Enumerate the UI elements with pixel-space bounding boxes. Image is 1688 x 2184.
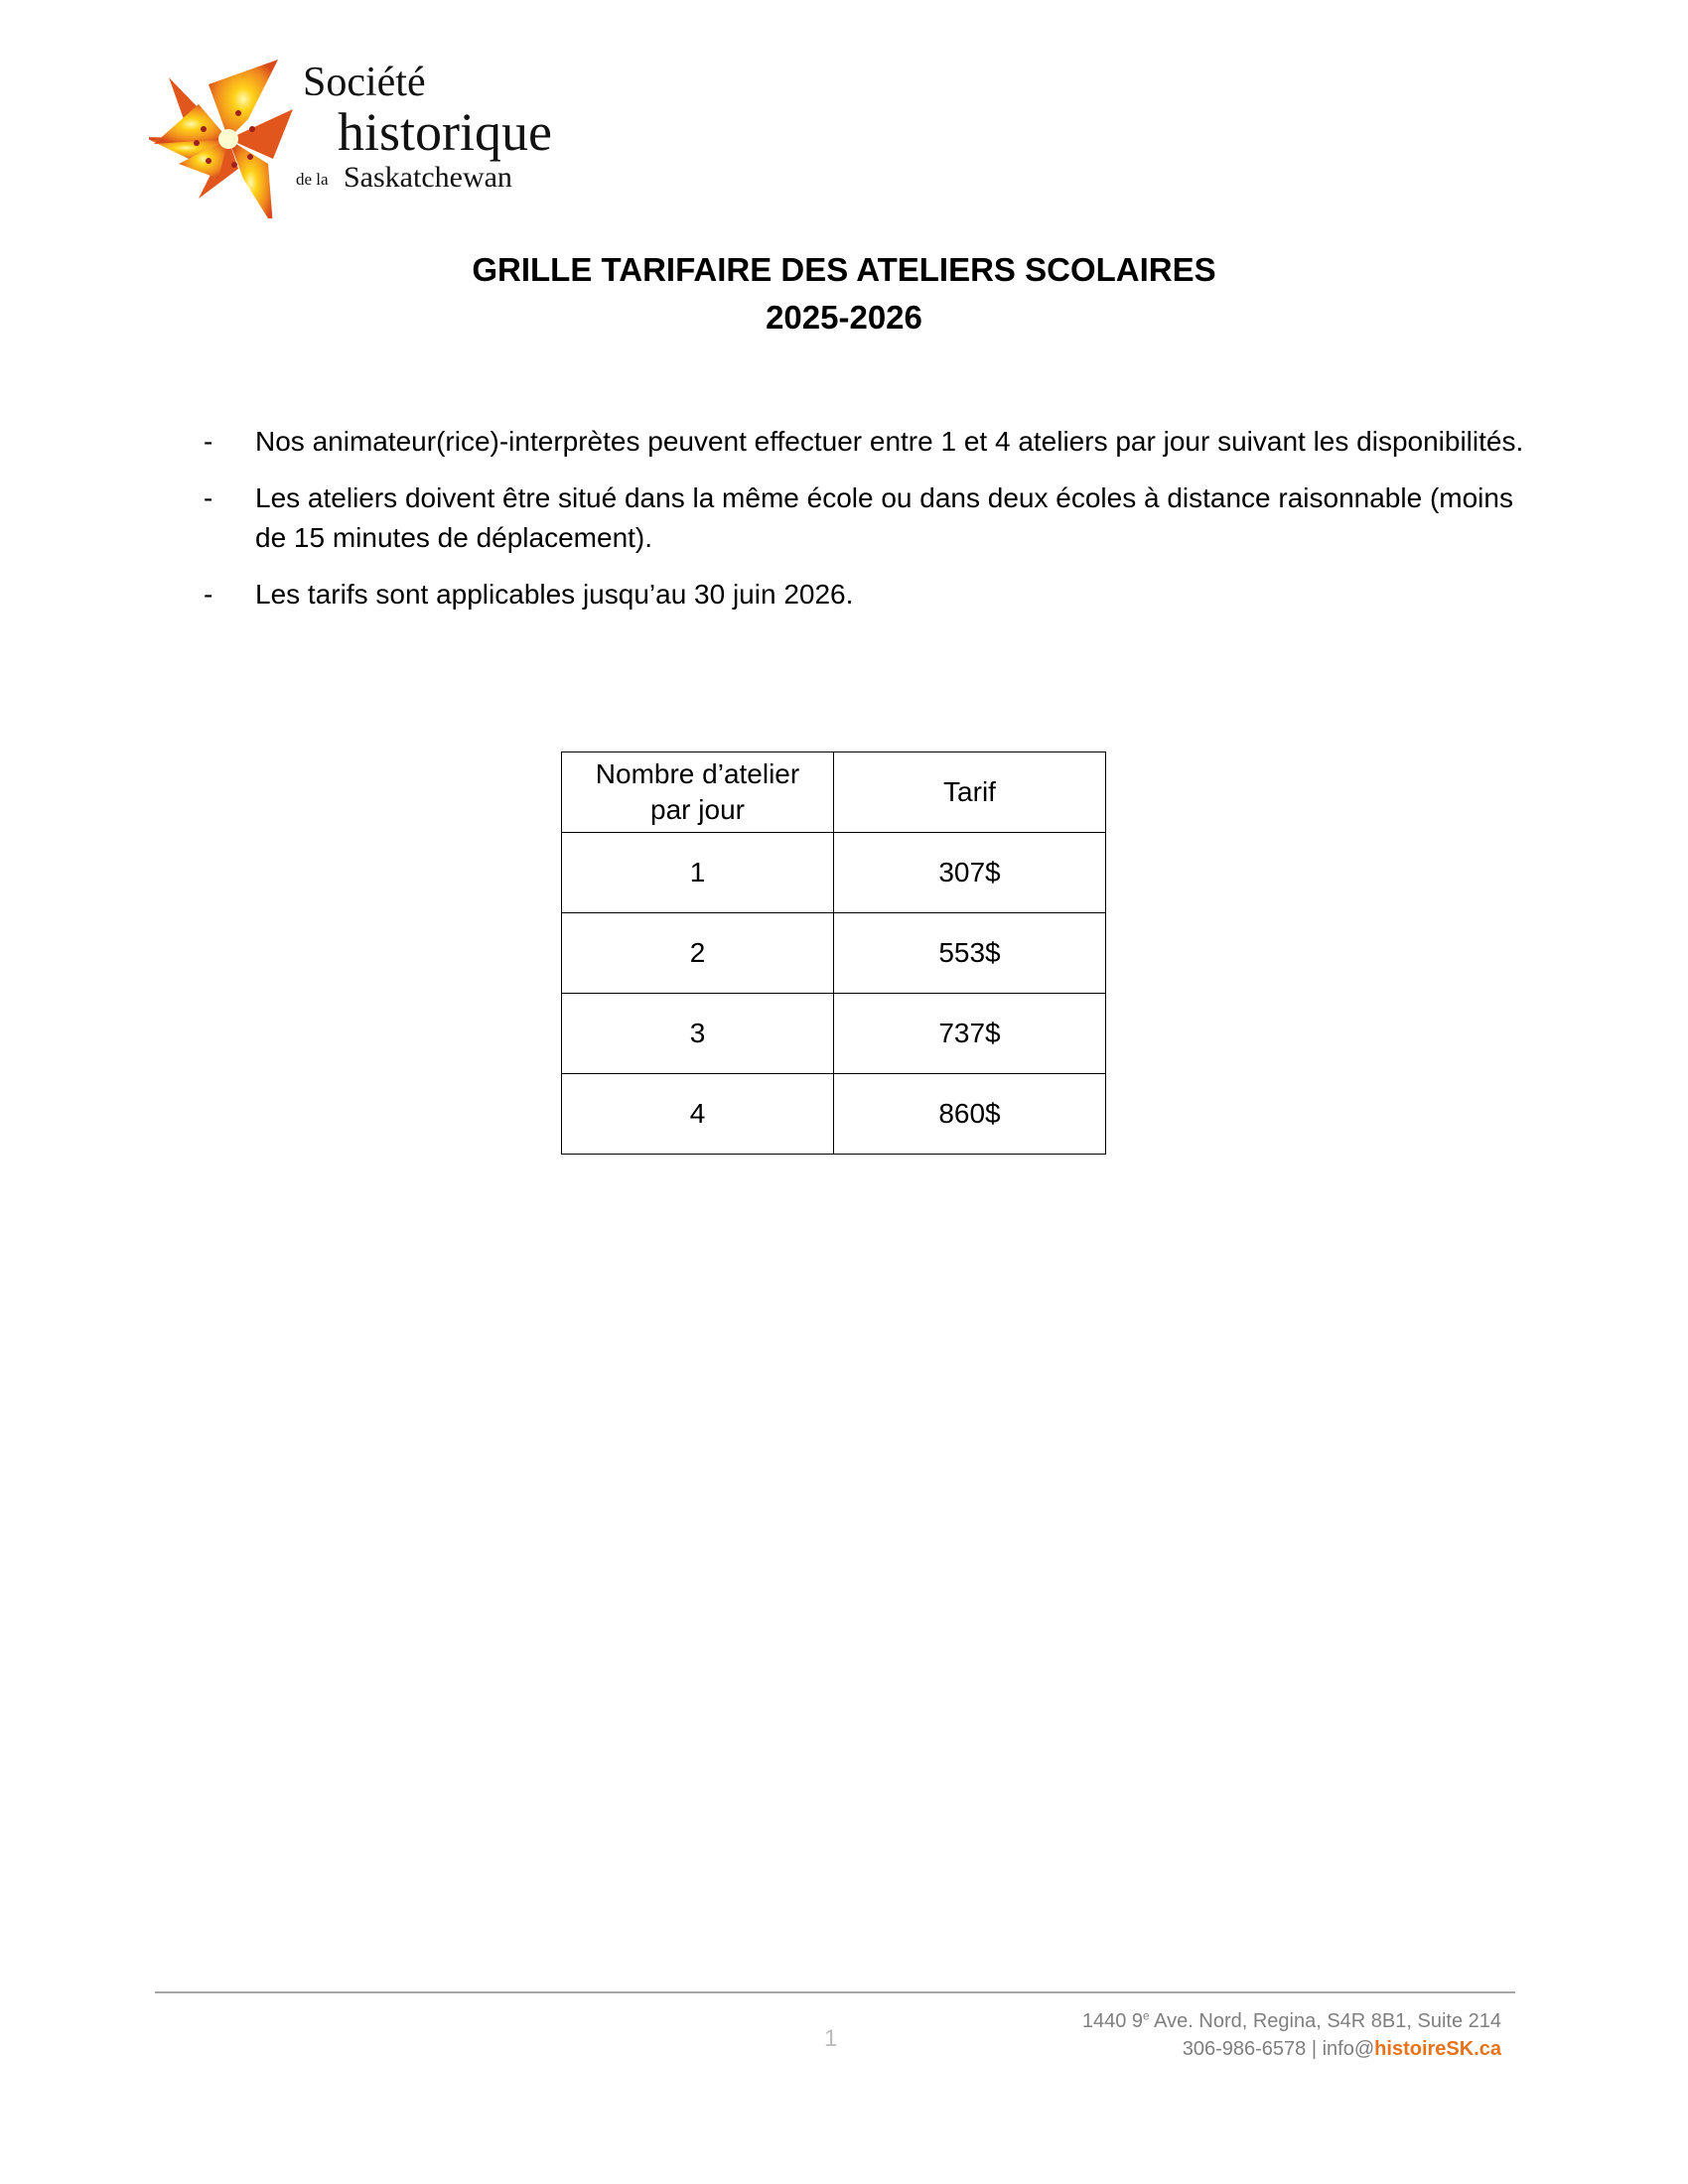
table-cell: 307$ [834,833,1106,913]
bullet-list [204,422,1534,631]
address-sup: e [1143,2008,1150,2023]
table-cell: 737$ [834,994,1106,1074]
website-link[interactable]: histoireSK.ca [1374,2038,1501,2060]
table-row [562,833,1106,913]
table-cell: 1 [562,833,834,913]
footer-address [1082,2007,1501,2035]
table-header: Nombre d’atelier par jour [562,752,834,833]
footer-divider [155,1991,1515,1993]
table-cell: 860$ [834,1074,1106,1155]
table-header-row [562,752,1106,833]
list-item [204,478,1534,558]
pricing-table [561,751,1106,1155]
footer-contact [1082,2007,1501,2063]
list-item [204,575,1534,614]
bullet-marker: - [204,426,213,457]
table-row [562,913,1106,994]
list-item [204,422,1534,462]
logo-text: Saskatchewan [344,161,512,194]
address-text: Ave. Nord, Regina, S4R 8B1, Suite 214 [1149,2010,1501,2032]
page-number: 1 [824,2025,838,2052]
table-cell: 4 [562,1074,834,1155]
bullet-text: Les ateliers doivent être situé dans la même école ou dans deux écoles à distance raisonnable (moins de 15 minutes de déplacement). [255,482,1513,553]
bullet-text: Nos animateur(rice)-interprètes peuvent effectuer entre 1 et 4 ateliers par jour suivant les disponibilités. [255,426,1524,457]
page-subtitle: 2025-2026 [766,299,922,336]
bullet-marker: - [204,579,213,610]
footer-phone-email: 306-986-6578 | info@ [1182,2038,1375,2060]
table-cell: 2 [562,913,834,994]
lily-flower-icon [149,60,308,218]
table-cell: 3 [562,994,834,1074]
address-text: 1440 9 [1081,2010,1144,2032]
bullet-text: Les tarifs sont applicables jusqu’au 30 juin 2026. [255,579,854,610]
table-row [562,994,1106,1074]
logo-text: de la [296,170,329,189]
page-title: GRILLE TARIFAIRE DES ATELIERS SCOLAIRES [472,251,1216,288]
table-cell: 553$ [834,913,1106,994]
logo [149,60,596,218]
table-row [562,1074,1106,1155]
logo-text: Société [303,60,426,105]
table-header: Tarif [834,752,1106,833]
bullet-marker: - [204,482,213,513]
logo-text: historique [338,102,552,162]
